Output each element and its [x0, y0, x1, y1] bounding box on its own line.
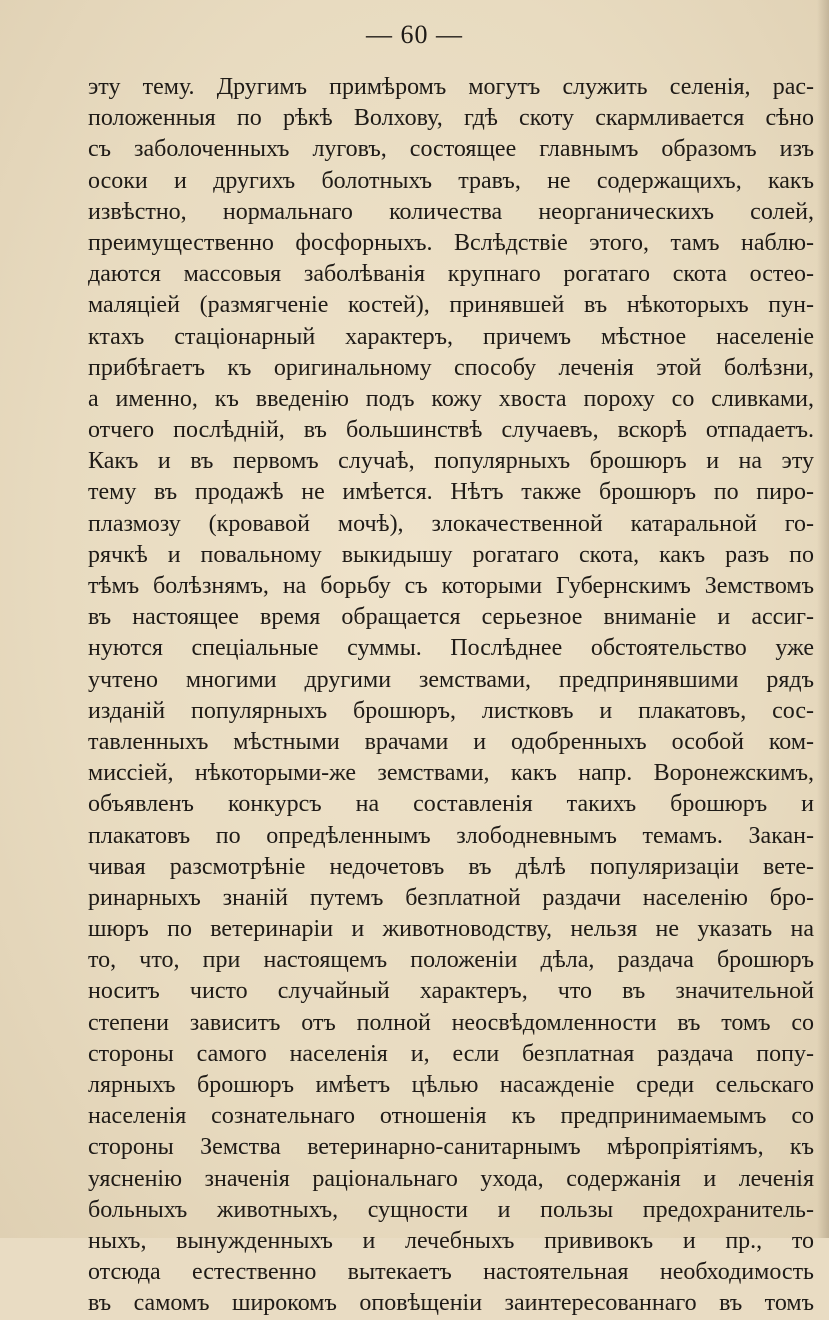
text-line: отсюда естественно вытекаетъ настоятельная необходимость	[88, 1259, 814, 1286]
text-line: населенія сознательнаго отношенія къ предпринимаемымъ со	[88, 1103, 814, 1130]
text-line: ныхъ, вынужденныхъ и лечебныхъ прививокъ и пр., то	[88, 1227, 814, 1254]
text-line: тему въ продажѣ не имѣется. Нѣтъ также брошюръ по пиро-	[88, 479, 814, 506]
text-line: Какъ и въ первомъ случаѣ, популярныхъ брошюръ и на эту	[88, 448, 814, 475]
text-line: рячкѣ и повальному выкидышу рогатаго скота, какъ разъ по	[88, 541, 814, 568]
text-line: лярныхъ брошюръ имѣетъ цѣлью насажденіе среди сельскаго	[88, 1072, 814, 1098]
text-line: въ самомъ широкомъ оповѣщеніи заинтересованнаго въ томъ	[88, 1290, 814, 1317]
text-line: съ заболоченныхъ луговъ, состоящее главнымъ образомъ изъ	[88, 136, 814, 163]
text-line: ринарныхъ знаній путемъ безплатной раздачи населенію бро-	[88, 884, 814, 911]
text-line: чивая разсмотрѣніе недочетовъ въ дѣлѣ популяризаціи вете-	[88, 853, 814, 880]
text-line: плакатовъ по опредѣленнымъ злободневнымъ темамъ. Закан-	[88, 822, 814, 849]
text-line: преимущественно фосфорныхъ. Вслѣдствіе этого, тамъ наблю-	[88, 229, 814, 256]
text-line: изданій популярныхъ брошюръ, листковъ и плакатовъ, сос-	[88, 697, 814, 724]
text-line: тавленныхъ мѣстными врачами и одобренныхъ особой ком-	[88, 728, 814, 755]
text-line: положенныя по рѣкѣ Волхову, гдѣ скоту скармливается сѣно	[88, 105, 814, 132]
text-line: извѣстно, нормальнаго количества неорганическихъ солей,	[88, 198, 814, 225]
text-line: эту тему. Другимъ примѣромъ могутъ служить селенія, рас-	[88, 74, 814, 100]
text-line: плазмозу (кровавой мочѣ), злокачественной катаральной го-	[88, 510, 814, 537]
text-line: шюръ по ветеринаріи и животноводству, нельзя не указать на	[88, 916, 814, 943]
text-line: стороны Земства ветеринарно-санитарнымъ мѣропріятіямъ, къ	[88, 1134, 814, 1161]
text-line: даются массовыя заболѣванія крупнаго рогатаго скота остео-	[88, 261, 814, 288]
page-edge-shadow	[817, 0, 829, 1238]
text-line: носитъ чисто случайный характеръ, что въ значительной	[88, 978, 814, 1005]
text-line: степени зависитъ отъ полной неосвѣдомленности въ томъ со	[88, 1009, 814, 1036]
text-line: а именно, къ введенію подъ кожу хвоста пороху со сливками,	[88, 385, 814, 412]
text-line: осоки и другихъ болотныхъ травъ, не содержащихъ, какъ	[88, 167, 814, 194]
text-line: маляціей (размягченіе костей), принявшей въ нѣкоторыхъ пун-	[88, 292, 814, 319]
text-line: въ настоящее время обращается серьезное вниманіе и ассиг-	[88, 604, 814, 631]
text-line: стороны самого населенія и, если безплатная раздача попу-	[88, 1040, 814, 1067]
text-line: учтено многими другими земствами, предпринявшими рядъ	[88, 666, 814, 693]
text-line: отчего послѣдній, въ большинствѣ случаевъ, вскорѣ отпадаетъ.	[88, 417, 814, 444]
text-line: объявленъ конкурсъ на составленія такихъ брошюръ и	[88, 791, 814, 818]
text-line: то, что, при настоящемъ положеніи дѣла, раздача брошюръ	[88, 947, 814, 974]
text-line: прибѣгаетъ къ оригинальному способу леченія этой болѣзни,	[88, 354, 814, 381]
page-body-text	[88, 72, 814, 1320]
text-line: миссіей, нѣкоторыми-же земствами, какъ напр. Воронежскимъ,	[88, 760, 814, 787]
text-line: нуются спеціальные суммы. Послѣднее обстоятельство уже	[88, 635, 814, 662]
text-line: больныхъ животныхъ, сущности и пользы предохранитель-	[88, 1196, 814, 1223]
text-line: тѣмъ болѣзнямъ, на борьбу съ которыми Губернскимъ Земствомъ	[88, 573, 814, 599]
page-number: — 60 —	[366, 20, 463, 49]
text-line: ктахъ стаціонарный характеръ, причемъ мѣстное населеніе	[88, 323, 814, 350]
text-line: уясненію значенія раціональнаго ухода, содержанія и леченія	[88, 1165, 814, 1192]
